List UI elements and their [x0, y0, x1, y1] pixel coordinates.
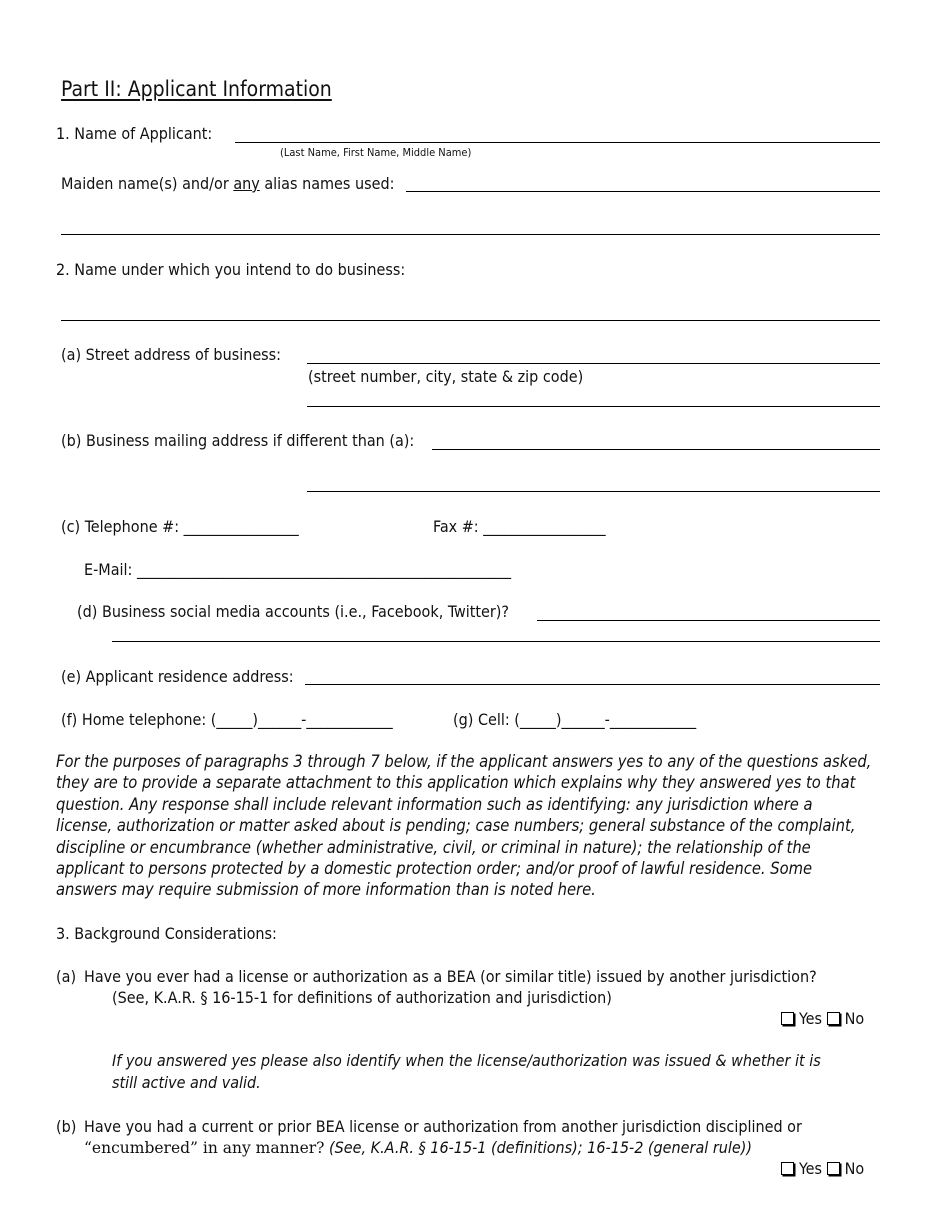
- no-checkbox[interactable]: No: [827, 1009, 865, 1028]
- instructions-line: license, authorization or matter asked about is pending; case numbers; general substance of the complaint,: [56, 816, 856, 836]
- residence-address-label: (e) Applicant residence address:: [61, 667, 294, 686]
- street-address-hint: (street number, city, state & zip code): [308, 367, 584, 386]
- instructions-line: answers may require submission of more information than is noted here.: [56, 880, 596, 900]
- page-title: Part II: Applicant Information: [61, 77, 332, 101]
- instructions-line: For the purposes of paragraphs 3 through 7 below, if the applicant answers yes to any of the questions asked,: [56, 752, 872, 771]
- checkbox-icon: [827, 1162, 840, 1175]
- question-a-marker: (a): [56, 967, 77, 986]
- question-a-followup: If you answered yes please also identify when the license/authorization was issued & whether it is: [112, 1051, 821, 1070]
- maiden-name-field-2[interactable]: [61, 234, 880, 235]
- no-checkbox[interactable]: No: [827, 1159, 865, 1178]
- cell-phone-field[interactable]: (g) Cell: (_____)______-____________: [453, 710, 697, 729]
- street-address-label: (a) Street address of business:: [61, 345, 282, 364]
- question-a-answer: [781, 1009, 864, 1028]
- mailing-address-label: (b) Business mailing address if different than (a):: [61, 431, 415, 450]
- yes-checkbox[interactable]: Yes: [781, 1159, 822, 1178]
- instructions-line: discipline or encumbrance (whether administrative, civil, or criminal in nature); the relationship of the: [56, 837, 811, 857]
- question-a-reference: (See, K.A.R. § 16-15-1 for definitions of authorization and jurisdiction): [112, 988, 612, 1007]
- social-media-field-2[interactable]: [112, 641, 880, 642]
- maiden-name-label: Maiden name(s) and/or any alias names used:: [61, 174, 395, 193]
- mailing-address-field-2[interactable]: [307, 491, 880, 492]
- instructions-line: they are to provide a separate attachment to this application which explains why they answered yes to that: [56, 773, 856, 793]
- instructions-line: applicant to persons protected by a domestic protection order; and/or proof of lawful residence. Some: [56, 859, 813, 879]
- maiden-name-field[interactable]: [406, 191, 880, 192]
- checkbox-icon: [781, 1162, 794, 1175]
- instructions-line: question. Any response shall include relevant information such as identifying: any jurisdiction where a: [56, 794, 813, 814]
- applicant-name-hint: (Last Name, First Name, Middle Name): [280, 146, 472, 159]
- applicant-name-field[interactable]: [235, 142, 880, 143]
- question-b-answer: [781, 1159, 864, 1178]
- fax-field[interactable]: Fax #: _________________: [433, 517, 606, 536]
- residence-address-field[interactable]: [305, 684, 880, 685]
- checkbox-icon: [781, 1012, 794, 1025]
- question-b-text: Have you had a current or prior BEA license or authorization from another jurisdiction disciplined or: [84, 1117, 802, 1136]
- social-media-field[interactable]: [537, 620, 880, 621]
- instructions-paragraph: [56, 751, 871, 901]
- telephone-field[interactable]: (c) Telephone #: ________________: [61, 517, 299, 536]
- question-b-text-line2: “encumbered” in any manner? (See, K.A.R. § 16-15-1 (definitions); 16-15-2 (general rule)): [84, 1138, 752, 1157]
- applicant-name-label: 1. Name of Applicant:: [56, 124, 213, 143]
- business-name-field[interactable]: [61, 320, 880, 321]
- background-heading: 3. Background Considerations:: [56, 924, 277, 943]
- social-media-label: (d) Business social media accounts (i.e., Facebook, Twitter)?: [77, 602, 510, 621]
- mailing-address-field[interactable]: [432, 449, 880, 450]
- question-a-followup: still active and valid.: [112, 1073, 261, 1092]
- business-name-label: 2. Name under which you intend to do business:: [56, 260, 406, 279]
- email-field[interactable]: E-Mail: ____________________________________________________: [84, 560, 512, 579]
- question-a-text: Have you ever had a license or authorization as a BEA (or similar title) issued by another jurisdiction?: [84, 967, 817, 986]
- checkbox-icon: [827, 1012, 840, 1025]
- street-address-field-2[interactable]: [307, 406, 880, 407]
- yes-checkbox[interactable]: Yes: [781, 1009, 822, 1028]
- street-address-field[interactable]: [307, 363, 880, 364]
- question-b-marker: (b): [56, 1117, 77, 1136]
- home-telephone-field[interactable]: (f) Home telephone: (_____)______-____________: [61, 710, 393, 729]
